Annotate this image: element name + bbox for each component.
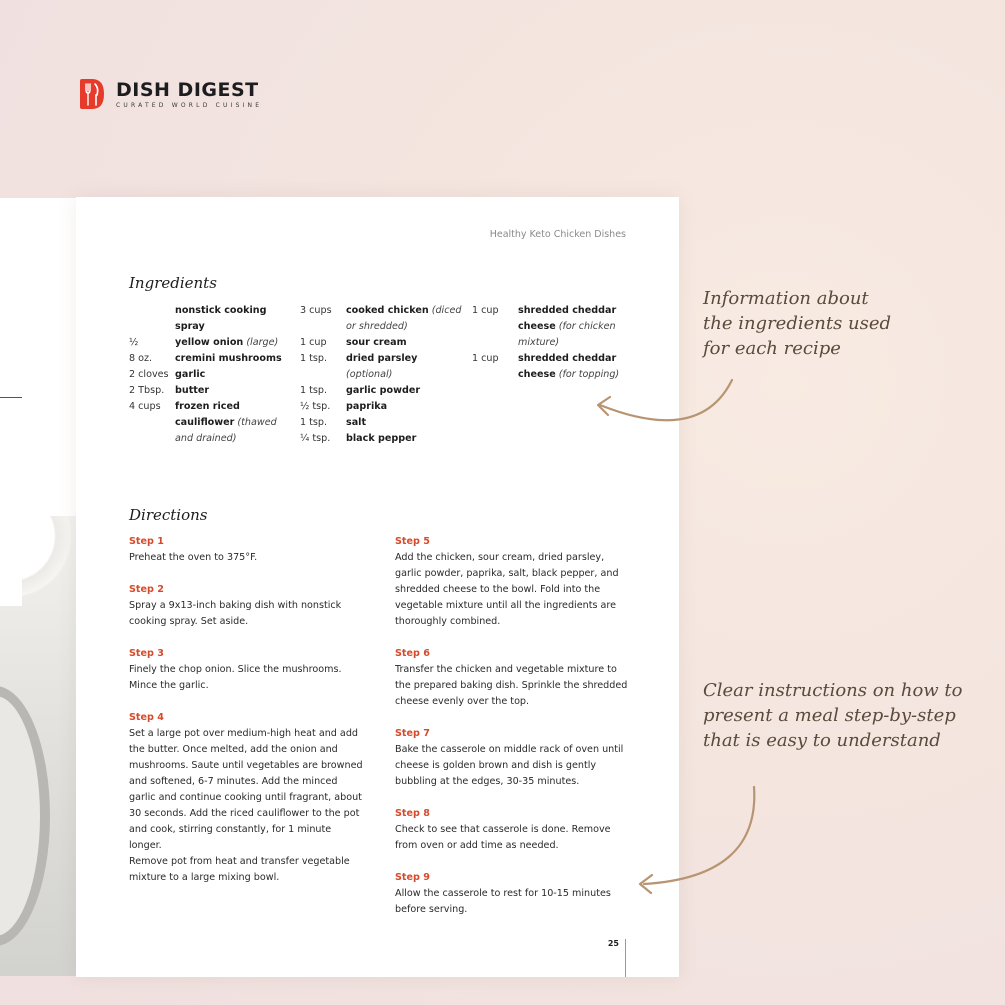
ingredient-row [129,367,282,383]
ingredient-row [300,335,462,351]
step-text [129,726,364,886]
step-line: the butter. Once melted, add the onion and [129,744,338,755]
step-label: Step 8 [395,808,430,819]
step-line: bubbling at the edges, 30-35 minutes. [395,776,580,787]
ingredient-row [129,335,282,351]
callout-line: Information about [703,288,869,309]
step-text [395,822,630,854]
directions-callout [703,678,963,753]
ingredient-name: spray [175,321,205,332]
step-line: cheese is golden brown and dish is gently [395,760,597,771]
step-line: Preheat the oven to 375°F. [129,552,258,563]
ingredient-row [129,431,282,447]
step-line: and softened, 6-7 minutes. Add the minced [129,776,338,787]
directions-column-left [129,534,364,902]
directions-column-right [395,534,630,934]
ingredient-name: butter [175,385,210,396]
ingredients-column-2 [300,303,462,447]
ingredient-qty: ½ [129,337,139,348]
ingredient-note: or shredded) [346,321,408,332]
ingredient-qty: 8 oz. [129,353,153,364]
step-line: Check to see that casserole is done. Remove [395,824,611,835]
ingredient-name: cremini mushrooms [175,353,282,364]
step-line: garlic powder, paprika, salt, black pepper, and [395,568,619,579]
ingredient-row [129,351,282,367]
ingredient-qty [472,367,518,383]
step-line: mushrooms. Saute until vegetables are browned [129,760,363,771]
ingredient-note: (for chicken [555,321,616,332]
ingredient-name: paprika [346,401,388,412]
ingredient-row [472,319,619,335]
ingredient-qty [129,303,175,319]
ingredient-qty: 1 tsp. [300,417,328,428]
ingredient-note: and drained) [175,433,237,444]
ingredient-row [129,399,282,415]
step-text [129,662,364,694]
step-line: Transfer the chicken and vegetable mixture to [395,664,617,675]
step-line: thoroughly combined. [395,616,501,627]
bowl-shape [0,686,50,946]
step-label: Step 7 [395,728,430,739]
photo-card [0,506,22,606]
ingredients-callout [703,286,891,361]
ingredient-row [472,335,619,351]
ingredient-qty [472,319,518,335]
ingredient-qty: 3 cups [300,305,332,316]
ingredient-name: cheese [518,321,556,332]
step-line: before serving. [395,904,468,915]
page-number-rule [625,939,626,977]
ingredient-name: salt [346,417,367,428]
ingredient-row [129,319,282,335]
ingredient-row [300,351,462,367]
step-line: 30 seconds. Add the riced cauliflower to the pot [129,808,360,819]
step-line: garlic and continue cooking until fragrant, about [129,792,362,803]
step-text [129,550,364,566]
step-label: Step 1 [129,536,164,547]
step-line: Bake the casserole on middle rack of oven until [395,744,624,755]
ingredient-name: cooked chicken [346,305,429,316]
ingredient-name: sour cream [346,337,407,348]
step-line: Allow the casserole to rest for 10-15 minutes [395,888,611,899]
ingredient-row [300,319,462,335]
ingredient-name: black pepper [346,433,417,444]
step-line: the prepared baking dish. Sprinkle the shredded [395,680,628,691]
step-label: Step 2 [129,584,164,595]
ingredient-row [129,383,282,399]
recipe-page [76,197,679,977]
ingredient-qty [300,319,346,335]
ingredient-name: garlic powder [346,385,421,396]
step-text [129,598,364,630]
step-line: Set a large pot over medium-high heat and add [129,728,358,739]
callout-line: the ingredients used [703,313,892,334]
step-line: from oven or add time as needed. [395,840,559,851]
ingredients-column-1 [129,303,282,447]
ingredient-note: (for topping) [555,369,620,380]
ingredient-name: shredded cheddar [518,353,617,364]
ingredient-name: nonstick cooking [175,305,267,316]
ingredient-qty: 1 cup [472,305,499,316]
step-line: Mince the garlic. [129,680,209,691]
running-head: Healthy Keto Chicken Dishes [489,229,626,240]
step-line: shredded cheese to the bowl. Fold into the [395,584,601,595]
brand-name: DISH DIGEST [116,78,259,101]
ingredient-name: garlic [175,369,206,380]
ingredient-qty [300,367,346,383]
page-number: 25 [607,939,619,948]
ingredient-qty [129,415,175,431]
ingredient-qty: 2 Tbsp. [129,385,165,396]
directions-arrow-icon [632,782,762,897]
ingredient-name: yellow onion [175,337,244,348]
callout-line: present a meal step-by-step [703,705,956,726]
ingredient-note: (thawed [234,417,277,428]
step-line: and cook, stirring constantly, for 1 minute longer. [129,824,332,851]
step-line: Remove pot from heat and transfer vegetable [129,856,350,867]
ingredient-qty [472,335,518,351]
step-line: Spray a 9x13-inch baking dish with nonstick [129,600,342,611]
ingredient-note: (optional) [346,369,393,380]
ingredient-qty: 1 tsp. [300,385,328,396]
ingredient-qty: ¼ tsp. [300,433,331,444]
step-text [395,662,630,710]
directions-title: Directions [129,506,208,524]
ingredient-name: dried parsley [346,353,418,364]
ingredient-name: cauliflower [175,417,235,428]
ingredient-note: mixture) [518,337,560,348]
step-label: Step 6 [395,648,430,659]
ingredient-row [300,303,462,319]
brand-logo [78,78,262,110]
ingredient-note: (diced [428,305,462,316]
ingredient-row [472,303,619,319]
ingredient-row [300,383,462,399]
ingredient-note: (large) [243,337,279,348]
step-line: Finely the chop onion. Slice the mushrooms. [129,664,342,675]
divider-rule [0,397,22,398]
callout-line: for each recipe [703,338,841,359]
step-line: Add the chicken, sour cream, dried parsley, [395,552,605,563]
step-text [395,550,630,630]
ingredient-row [300,399,462,415]
ingredient-qty: 4 cups [129,401,161,412]
step-label: Step 5 [395,536,430,547]
callout-line: Clear instructions on how to [703,680,963,701]
ingredient-qty: ½ tsp. [300,401,331,412]
ingredients-arrow-icon [590,375,740,435]
step-label: Step 9 [395,872,430,883]
ingredient-qty: 1 tsp. [300,353,328,364]
ingredient-row [300,367,462,383]
fork-knife-logo-icon [78,78,106,110]
left-page [0,198,80,976]
ingredient-name: frozen riced [175,401,240,412]
ingredient-row [129,415,282,431]
ingredient-qty [129,431,175,447]
ingredient-name: shredded cheddar [518,305,617,316]
brand-tagline: CURATED WORLD CUISINE [116,101,263,109]
step-line: cheese evenly over the top. [395,696,530,707]
ingredient-row [129,303,282,319]
ingredient-qty [129,319,175,335]
step-line: cooking spray. Set aside. [129,616,249,627]
ingredient-row [472,351,619,367]
ingredients-column-3 [472,303,619,383]
ingredient-name: cheese [518,369,556,380]
ingredient-qty: 2 cloves [129,369,169,380]
step-line: vegetable mixture until all the ingredients are [395,600,617,611]
ingredient-qty: 1 cup [300,337,327,348]
step-line: mixture to a large mixing bowl. [129,872,280,883]
ingredients-title: Ingredients [129,274,217,292]
ingredient-row [300,431,462,447]
step-label: Step 3 [129,648,164,659]
ingredient-row [300,415,462,431]
step-text [395,742,630,790]
step-text [395,886,630,918]
callout-line: that is easy to understand [703,730,941,751]
ingredient-qty: 1 cup [472,353,499,364]
step-label: Step 4 [129,712,164,723]
